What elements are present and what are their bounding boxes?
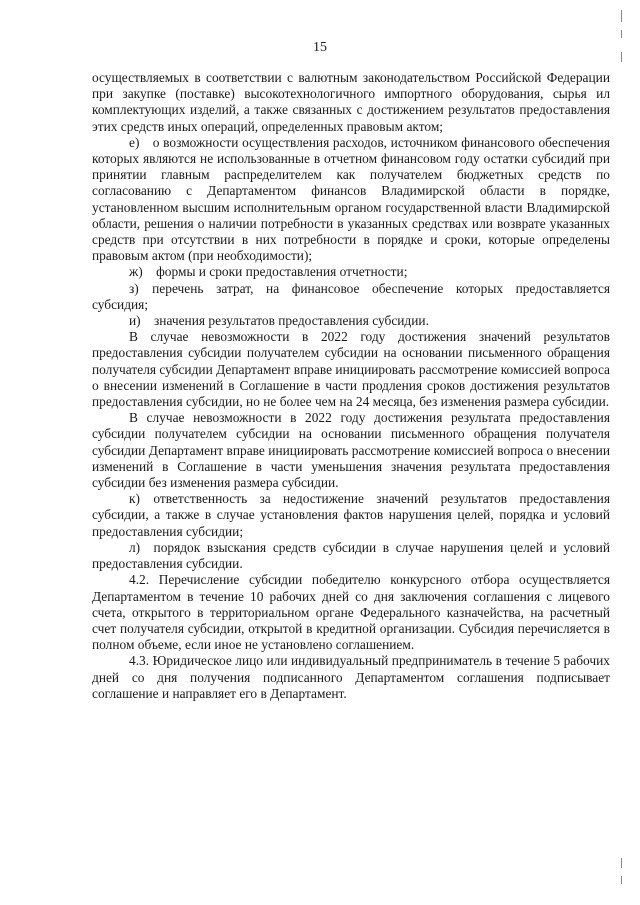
paragraph-4-3: 4.3. Юридическое лицо или индивидуальный предприниматель в течение 5 рабочих дней со дня получения подписанного Департаментом соглашения подписывает соглашение и направляет его в Департамент. bbox=[92, 653, 610, 701]
paragraph-item-k: к) ответственность за недостижение значений результатов предоставления субсидии, а также в случае установления фактов нарушения целей, порядка и условий предоставления субсидии; bbox=[92, 491, 610, 539]
page-number: 15 bbox=[313, 40, 327, 55]
paragraph-item-l: л) порядок взыскания средств субсидии в случае нарушения целей и условий предоставления субсидии. bbox=[92, 539, 610, 572]
paragraph-item-i: и) значения результатов предоставления субсидии. bbox=[129, 313, 429, 329]
document-body bbox=[92, 70, 610, 702]
paragraph-item-zh: ж) формы и сроки предоставления отчетности; bbox=[129, 264, 408, 280]
paragraph-item-z: з) перечень затрат, на финансовое обеспечение которых предоставляется субсидия; bbox=[92, 280, 610, 312]
paragraph-item-e: е) о возможности осуществления расходов, источником финансового обеспечения которых являются не использованные в отчетном финансовом году остатки субсидий при принятии главным распределителем как получателем бюджетных средств по согласованию с Департаментом финансов Владимирской области в порядке, установленном высшим исполнительным органом государственной власти Владимирской области, решения о наличии потребности в указанных средствах или возврате указанных средств при отсутствии в них потребности в порядке и сроки, которые определены правовым актом (при необходимости); bbox=[92, 134, 610, 264]
paragraph-4-2: 4.2. Перечисление субсидии победителю конкурсного отбора осуществляется Департаментом в течение 10 рабочих дней со дня заключения соглашения с лицевого счета, открытого в территориальном органе Федерального казначейства, на расчетный счет получателя субсидии, открытой в кредитной организации. Субсидия перечисляется в полном объеме, если иное не установлено соглашением. bbox=[92, 572, 610, 653]
scan-edge-marks bbox=[616, 0, 622, 905]
paragraph-reduction-case: В случае невозможности в 2022 году достижения результата предоставления субсидии получателем субсидии на основании письменного обращения получателя субсидии Департамент вправе инициировать рассмотрение комиссией вопроса о внесении изменений в Соглашение в части уменьшения значения результата предоставления субсидии без изменения размера субсидии. bbox=[92, 410, 610, 491]
paragraph-extension-case: В случае невозможности в 2022 году достижения значений результатов предоставления субсидии получателем субсидии на основании письменного обращения получателя субсидии Департамент вправе инициировать рассмотрение комиссией вопроса о внесении изменений в Соглашение в части продления сроков достижения результатов предоставления субсидии, но не более чем на 24 месяца, без изменения размера субсидии. bbox=[92, 329, 610, 410]
paragraph-continuation: осуществляемых в соответствии с валютным законодательством Российской Федерации при закупке (поставке) высокотехнологичного импортного оборудования, сырья ил комплектующих изделий, а также связанных с достижением результатов предоставления этих средств иных операций, определенных правовым актом; bbox=[92, 70, 610, 134]
